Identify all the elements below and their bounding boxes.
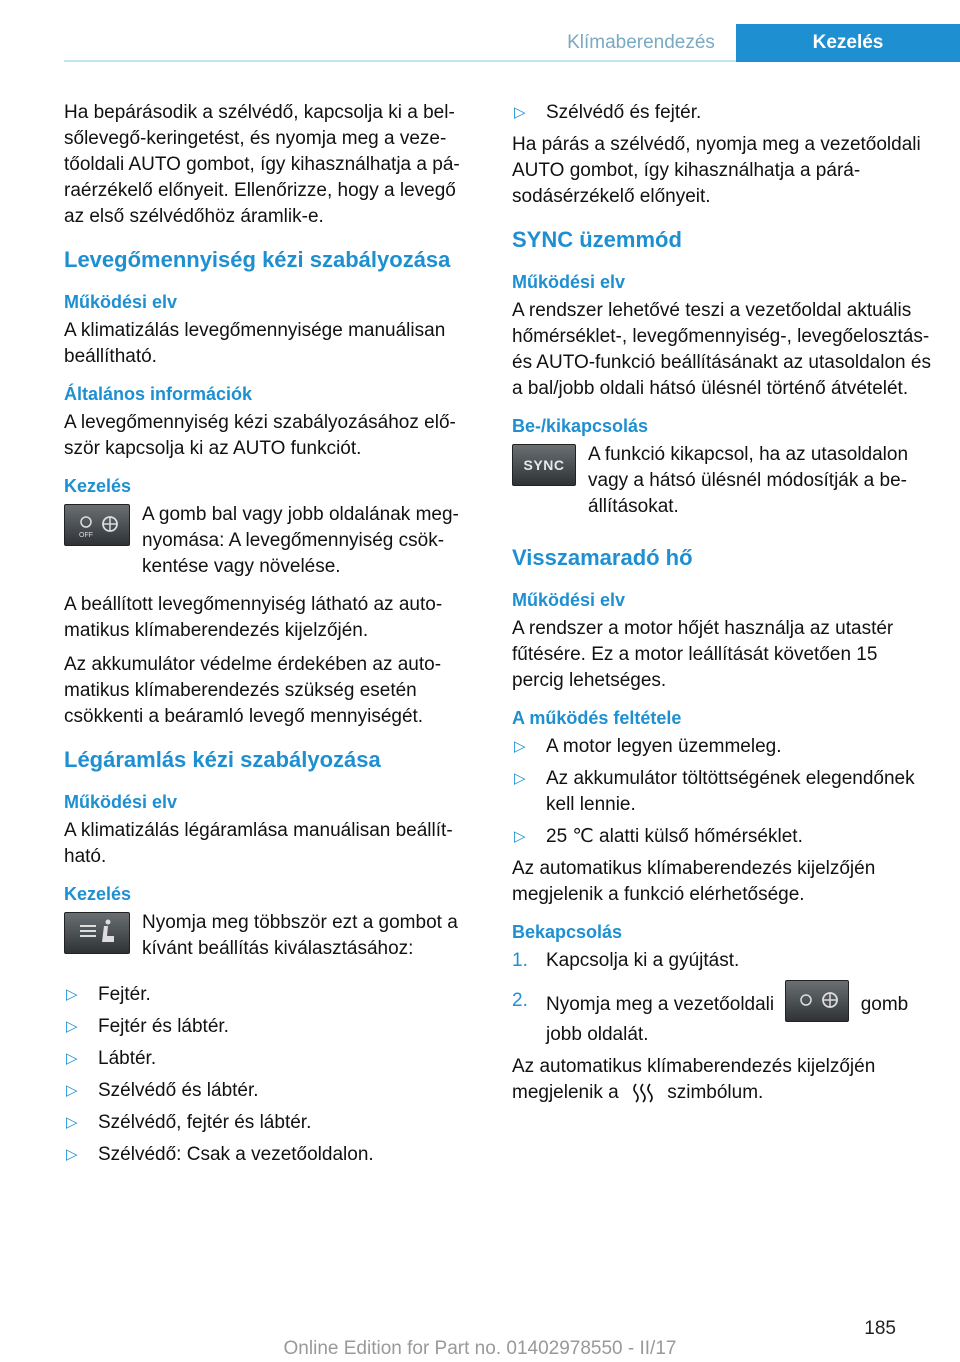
header-section-tab[interactable]: Klímaberendezés <box>567 32 715 53</box>
triangle-right-bullet-icon: ▷ <box>514 828 526 845</box>
list-item-text: Szélvédő, fejtér és lábtér. <box>98 1112 312 1133</box>
right-column <box>512 100 932 1114</box>
list-item <box>64 1014 479 1040</box>
triangle-right-bullet-icon: ▷ <box>514 770 526 787</box>
list-item <box>64 982 479 1008</box>
heading-condition: A működés feltétele <box>512 708 682 728</box>
paragraph-residual: A rendszer a motor hőjét használja az utastér fűtésére. Ez a motor leállítását követően 15 percig lehetséges. <box>512 618 894 691</box>
heading-sync: SYNC üzemmód <box>512 227 682 252</box>
triangle-right-bullet-icon: ▷ <box>514 738 526 755</box>
paragraph-fog: Ha párás a szélvédő, nyomja meg a vezetőoldali AUTO gombot, így kihasználhatja a párásodásérzékelő előnyeit. <box>512 134 921 207</box>
paragraph-available: Az automatikus klímaberendezés kijelzőjén megjelenik a funkció elérhetősége. <box>512 858 876 905</box>
list-item-text: Szélvédő és lábtér. <box>98 1080 259 1101</box>
paragraph-operation-airflow: Nyomja meg többször ezt a gombot a kívánt beállítás kiválasztásához: <box>142 912 458 959</box>
step-item <box>512 948 932 974</box>
list-item <box>64 1046 479 1072</box>
paragraph-general-info: A levegőmennyiség kézi szabályozásához először kapcsolja ki az AUTO funkciót. <box>64 412 456 459</box>
airflow-button-icon <box>64 912 130 954</box>
symbol-text-post: szimbólum. <box>667 1082 764 1103</box>
triangle-right-bullet-icon: ▷ <box>514 104 526 121</box>
triangle-right-bullet-icon: ▷ <box>66 1018 78 1035</box>
heading-operation: Kezelés <box>64 476 132 496</box>
step-text: Kapcsolja ki a gyújtást. <box>546 950 740 971</box>
airflow-button-row <box>64 910 479 962</box>
paragraph-display: A beállított levegőmennyiség látható az automatikus klímaberendezés kijelzőjén. <box>64 594 443 641</box>
paragraph-battery: Az akkumulátor védelme érdekében az automatikus klímaberendezés szükség esetén csökkenti a beáramló levegő mennyiségét. <box>64 654 442 727</box>
fan-off-label: OFF <box>79 532 93 539</box>
triangle-right-bullet-icon: ▷ <box>66 1082 78 1099</box>
list-item-text: Az akkumulátor töltöttségének elegendőnek kell lennie. <box>546 768 915 815</box>
step-item <box>512 988 932 1048</box>
left-column <box>64 100 479 1174</box>
list-item <box>512 100 932 126</box>
heading-enable: Bekapcsolás <box>512 922 623 942</box>
symbol-text-pre: Az automatikus klímaberendezés kijelzőjén megjelenik a <box>512 1056 876 1103</box>
list-item-text: Fejtér. <box>98 984 151 1005</box>
airflow-options-list <box>64 982 479 1168</box>
step-text-pre: Nyomja meg a vezetőoldali <box>546 994 775 1016</box>
step-text-post: gomb jobb oldalát. <box>546 994 909 1045</box>
list-item <box>512 734 932 760</box>
airflow-seat-icon <box>72 918 122 948</box>
step-number: 2. <box>512 990 528 1011</box>
heading-principle-3: Működési elv <box>512 272 626 292</box>
list-item <box>64 1142 479 1168</box>
heading-residual-heat: Visszamaradó hő <box>512 545 693 570</box>
list-item-text: Szélvédő: Csak a vezetőoldalon. <box>98 1144 374 1165</box>
heading-air-quantity: Levegőmennyiség kézi szabályozása <box>64 247 451 272</box>
list-item-text: A motor legyen üzemmeleg. <box>546 736 782 757</box>
paragraph-symbol <box>512 1054 932 1106</box>
heading-on-off: Be-/kikapcsolás <box>512 416 649 436</box>
residual-heat-icon <box>630 1082 656 1104</box>
paragraph-sync-off: A funkció kikapcsol, ha az utasoldalon vagy a hátsó ülésnél módosítják a beállításokat. <box>588 444 909 517</box>
triangle-right-bullet-icon: ▷ <box>66 1050 78 1067</box>
footer-edition: Online Edition for Part no. 01402978550 - II/17 <box>283 1338 677 1359</box>
heading-air-flow: Légáramlás kézi szabályozása <box>64 747 381 772</box>
fan-button-inline-icon <box>785 980 849 1022</box>
fan-icon <box>792 986 842 1016</box>
triangle-right-bullet-icon: ▷ <box>66 1146 78 1163</box>
paragraph-principle: A klimatizálás levegőmennyisége manuálisan beállítható. <box>64 320 446 367</box>
paragraph-defog: Ha bepárásodik a szélvédő, kapcsolja ki a belsőlevegő-keringetést, és nyomja meg a vezetőoldali AUTO gombot, így kihasználhatja a páraérzékelő előnyeit. Ellenőrizze, hogy a levegő az első szélvédőhöz áramlik-e. <box>64 102 460 227</box>
triangle-right-bullet-icon: ▷ <box>66 1114 78 1131</box>
paragraph-operation-fan: A gomb bal vagy jobb oldalának megnyomása: A levegőmennyiség csökkentése vagy növelése. <box>142 504 459 577</box>
condition-list <box>512 734 932 850</box>
list-item-text: Lábtér. <box>98 1048 157 1069</box>
page-number: 185 <box>864 1318 896 1339</box>
triangle-right-bullet-icon: ▷ <box>66 986 78 1003</box>
paragraph-sync: A rendszer lehetővé teszi a vezetőoldal aktuális hőmérséklet-, levegőmennyiség-, levegőelosztás- és AUTO-funkció beállításánakt az utasoldalon és a bal/jobb oldali hátsó ülésnél történő átvételét. <box>512 300 931 399</box>
paragraph-principle-2: A klimatizálás légáramlása manuálisan beállítható. <box>64 820 453 867</box>
sync-button-row <box>512 442 932 520</box>
list-item-text: 25 ℃ alatti külső hőmérséklet. <box>546 826 803 847</box>
heading-operation-2: Kezelés <box>64 884 132 904</box>
step-number: 1. <box>512 950 528 971</box>
list-item <box>64 1078 479 1104</box>
heading-principle: Működési elv <box>64 292 178 312</box>
heading-principle-2: Működési elv <box>64 792 178 812</box>
list-item <box>64 1110 479 1136</box>
fan-button-icon <box>64 504 130 546</box>
list-item-text: Szélvédő és fejtér. <box>546 102 702 123</box>
list-item-text: Fejtér és lábtér. <box>98 1016 229 1037</box>
heading-principle-4: Működési elv <box>512 590 626 610</box>
heading-general-info: Általános információk <box>64 384 253 404</box>
fan-button-row <box>64 502 479 580</box>
sync-button-icon: SYNC <box>512 444 576 486</box>
list-item <box>512 824 932 850</box>
list-item <box>512 766 932 818</box>
header-active-tab[interactable]: Kezelés <box>736 24 960 62</box>
fan-icon <box>72 510 122 540</box>
